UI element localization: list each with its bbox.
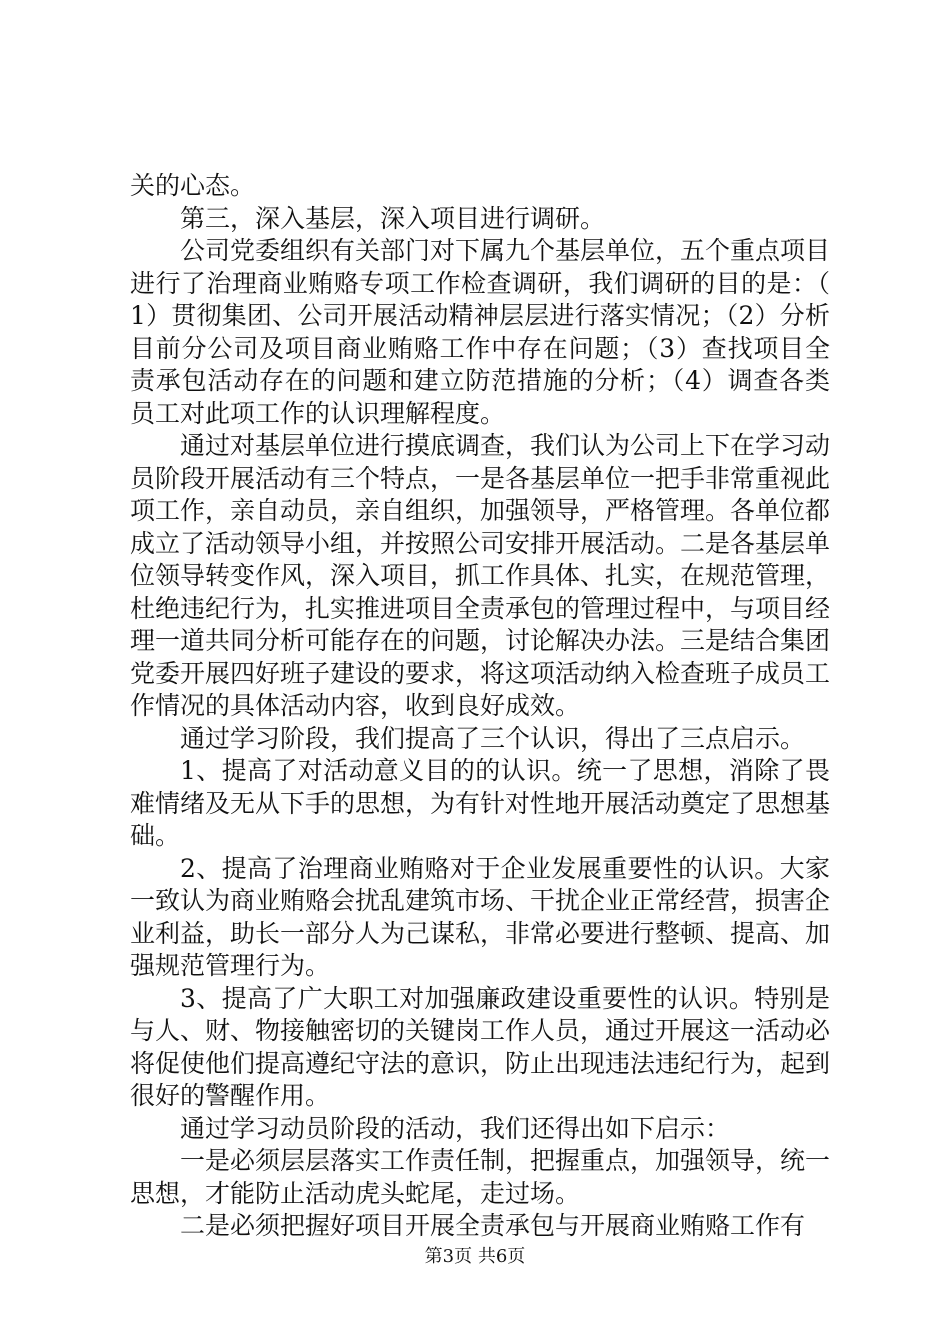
paragraph-9: 通过学习动员阶段的活动，我们还得出如下启示：	[180, 1113, 731, 1143]
paragraph-8: 3、提高了广大职工对加强廉政建设重要性的认识。特别是与人、财、物接触密切的关键岗工作人员，通过开展这一活动必将促使他们提高遵纪守法的意识，防止出现违法违纪行为，起到很好的警醒作用。	[130, 983, 831, 1110]
paragraph-10: 一是必须层层落实工作责任制，把握重点，加强领导，统一思想，才能防止活动虎头蛇尾，走过场。	[130, 1146, 831, 1208]
paragraph-4: 通过对基层单位进行摸底调查，我们认为公司上下在学习动员阶段开展活动有三个特点，一是各基层单位一把手非常重视此项工作，亲自动员，亲自组织，加强领导，严格管理。各单位都成立了活动领导小组，并按照公司安排开展活动。二是各基层单位领导转变作风，深入项目，抓工作具体、扎实，在规范管理，杜绝违纪行为，扎实推进项目全责承包的管理过程中，与项目经理一道共同分析可能存在的问题，讨论解决办法。三是结合集团党委开展四好班子建设的要求，将这项活动纳入检查班子成员工作情况的具体活动内容，收到良好成效。	[130, 431, 831, 720]
paragraph-3: 公司党委组织有关部门对下属九个基层单位，五个重点项目进行了治理商业贿赂专项工作检查调研，我们调研的目的是：（1）贯彻集团、公司开展活动精神层层进行落实情况；（2）分析目前分公司及项目商业贿赂工作中存在问题；（3）查找项目全责承包活动存在的问题和建立防范措施的分析；（4）调查各类员工对此项工作的认识理解程度。	[130, 236, 831, 428]
paragraph-6: 1、提高了对活动意义目的的认识。统一了思想，消除了畏难情绪及无从下手的思想，为有针对性地开展活动奠定了思想基础。	[130, 756, 831, 850]
paragraph-1: 关的心态。	[130, 171, 256, 200]
page-number-footer: 第3页 共6页	[424, 1246, 526, 1267]
paragraph-11: 二是必须把握好项目开展全责承包与开展商业贿赂工作有	[180, 1211, 806, 1240]
document-body	[130, 170, 830, 1243]
paragraph-5: 通过学习阶段，我们提高了三个认识，得出了三点启示。	[180, 723, 806, 753]
paragraph-7: 2、提高了治理商业贿赂对于企业发展重要性的认识。大家一致认为商业贿赂会扰乱建筑市场、干扰企业正常经营，损害企业利益，助长一部分人为己谋私，非常必要进行整顿、提高、加强规范管理行为。	[130, 853, 831, 980]
paragraph-2: 第三，深入基层，深入项目进行调研。	[180, 203, 606, 233]
